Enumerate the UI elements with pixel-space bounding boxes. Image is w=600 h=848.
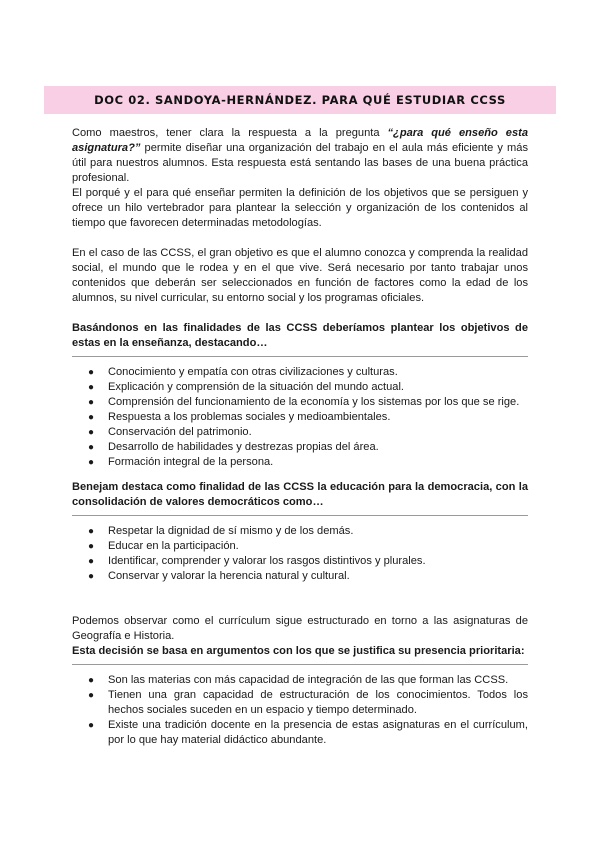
- title-banner: [44, 86, 556, 114]
- list-item: ● Identificar, comprender y valorar los rasgos distintivos y plurales.: [88, 555, 426, 567]
- section2-heading: Benejam destaca como finalidad de las CCSS la educación para la democracia, con la consolidación de valores democráticos como…: [72, 481, 528, 508]
- intro-paragraph-3: En el caso de las CCSS, el gran objetivo es que el alumno conozca y comprenda la realidad social, el mundo que le rodea y en el que vive. Será necesario por tanto trabajar unos contenidos que deberán ser seleccionados en función de factores como la edad de los alumnos, su nivel curricular, su entorno social y los programas oficiales.: [72, 247, 528, 304]
- list-item: ● Conservar y valorar la herencia natural y cultural.: [88, 570, 350, 582]
- bullet-icon: ●: [88, 412, 95, 423]
- list-item: ● Educar en la participación.: [88, 540, 239, 552]
- section2-list: [72, 524, 528, 584]
- bullet-icon: ●: [88, 541, 95, 552]
- intro-paragraph-2: El porqué y el para qué enseñar permiten la definición de los objetivos que se persiguen y ofrece un hilo vertebrador para plantear la selección y organización de los contenidos al tiempo que favorecen determinadas metodologías.: [72, 187, 528, 229]
- section3-heading: Esta decisión se basa en argumentos con los que se justifica su presencia prioritaria:: [72, 645, 525, 657]
- bullet-icon: ●: [88, 382, 95, 393]
- bullet-icon: ●: [88, 442, 95, 453]
- bullet-icon: ●: [88, 457, 95, 468]
- intro-paragraph-1: [72, 126, 528, 186]
- list-item: ● Desarrollo de habilidades y destrezas propias del área.: [88, 441, 379, 453]
- list-item: ● Conocimiento y empatía con otras civilizaciones y culturas.: [88, 366, 398, 378]
- list-item: ● Formación integral de la persona.: [88, 456, 274, 468]
- section1-list: [72, 365, 528, 470]
- list-item: ● Respuesta a los problemas sociales y medioambientales.: [88, 411, 391, 423]
- bullet-icon: ●: [88, 526, 95, 537]
- section3-text: Podemos observar como el currículum sigue estructurado en torno a las asignaturas de Geografía e Historia.: [72, 615, 528, 642]
- intro-text-a: Como maestros, tener clara la respuesta a la pregunta: [72, 127, 388, 139]
- bullet-icon: ●: [88, 571, 95, 582]
- bullet-icon: ●: [88, 690, 95, 701]
- list-item: ● Conservación del patrimonio.: [88, 426, 252, 438]
- bullet-icon: ●: [88, 427, 95, 438]
- bullet-icon: ●: [88, 397, 95, 408]
- bullet-icon: ●: [88, 367, 95, 378]
- intro-question: “¿para qué enseño esta asignatura?”: [72, 127, 528, 154]
- section2-divider: [72, 515, 528, 516]
- section3-divider: [72, 664, 528, 665]
- list-item: ● Comprensión del funcionamiento de la economía y los sistemas por los que se rige.: [88, 396, 520, 408]
- document-body: [72, 126, 528, 748]
- list-item: ● Existe una tradición docente en la presencia de estas asignaturas en el currículum, por lo que hay material didáctico abundante.: [88, 719, 528, 746]
- list-item: ● Respetar la dignidad de sí mismo y de los demás.: [88, 525, 354, 537]
- bullet-icon: ●: [88, 556, 95, 567]
- bullet-icon: ●: [88, 720, 95, 731]
- list-item: ● Son las materias con más capacidad de integración de las que forman las CCSS.: [88, 674, 509, 686]
- section3-list: [72, 673, 528, 748]
- list-item: ● Explicación y comprensión de la situación del mundo actual.: [88, 381, 404, 393]
- section1-heading: Basándonos en las finalidades de las CCSS deberíamos plantear los objetivos de estas en la enseñanza, destacando…: [72, 322, 528, 349]
- page-title: DOC 02. SANDOYA-HERNÁNDEZ. PARA QUÉ ESTUDIAR CCSS: [94, 93, 506, 107]
- section1-divider: [72, 356, 528, 357]
- list-item: ● Tienen una gran capacidad de estructuración de los conocimientos. Todos los hechos sociales suceden en un espacio y tiempo determinado.: [88, 689, 528, 716]
- intro-text-b: permite diseñar una organización del trabajo en el aula más eficiente y más útil para nuestros alumnos. Esta respuesta está sentando las bases de una buena práctica profesional.: [72, 142, 528, 184]
- bullet-icon: ●: [88, 675, 95, 686]
